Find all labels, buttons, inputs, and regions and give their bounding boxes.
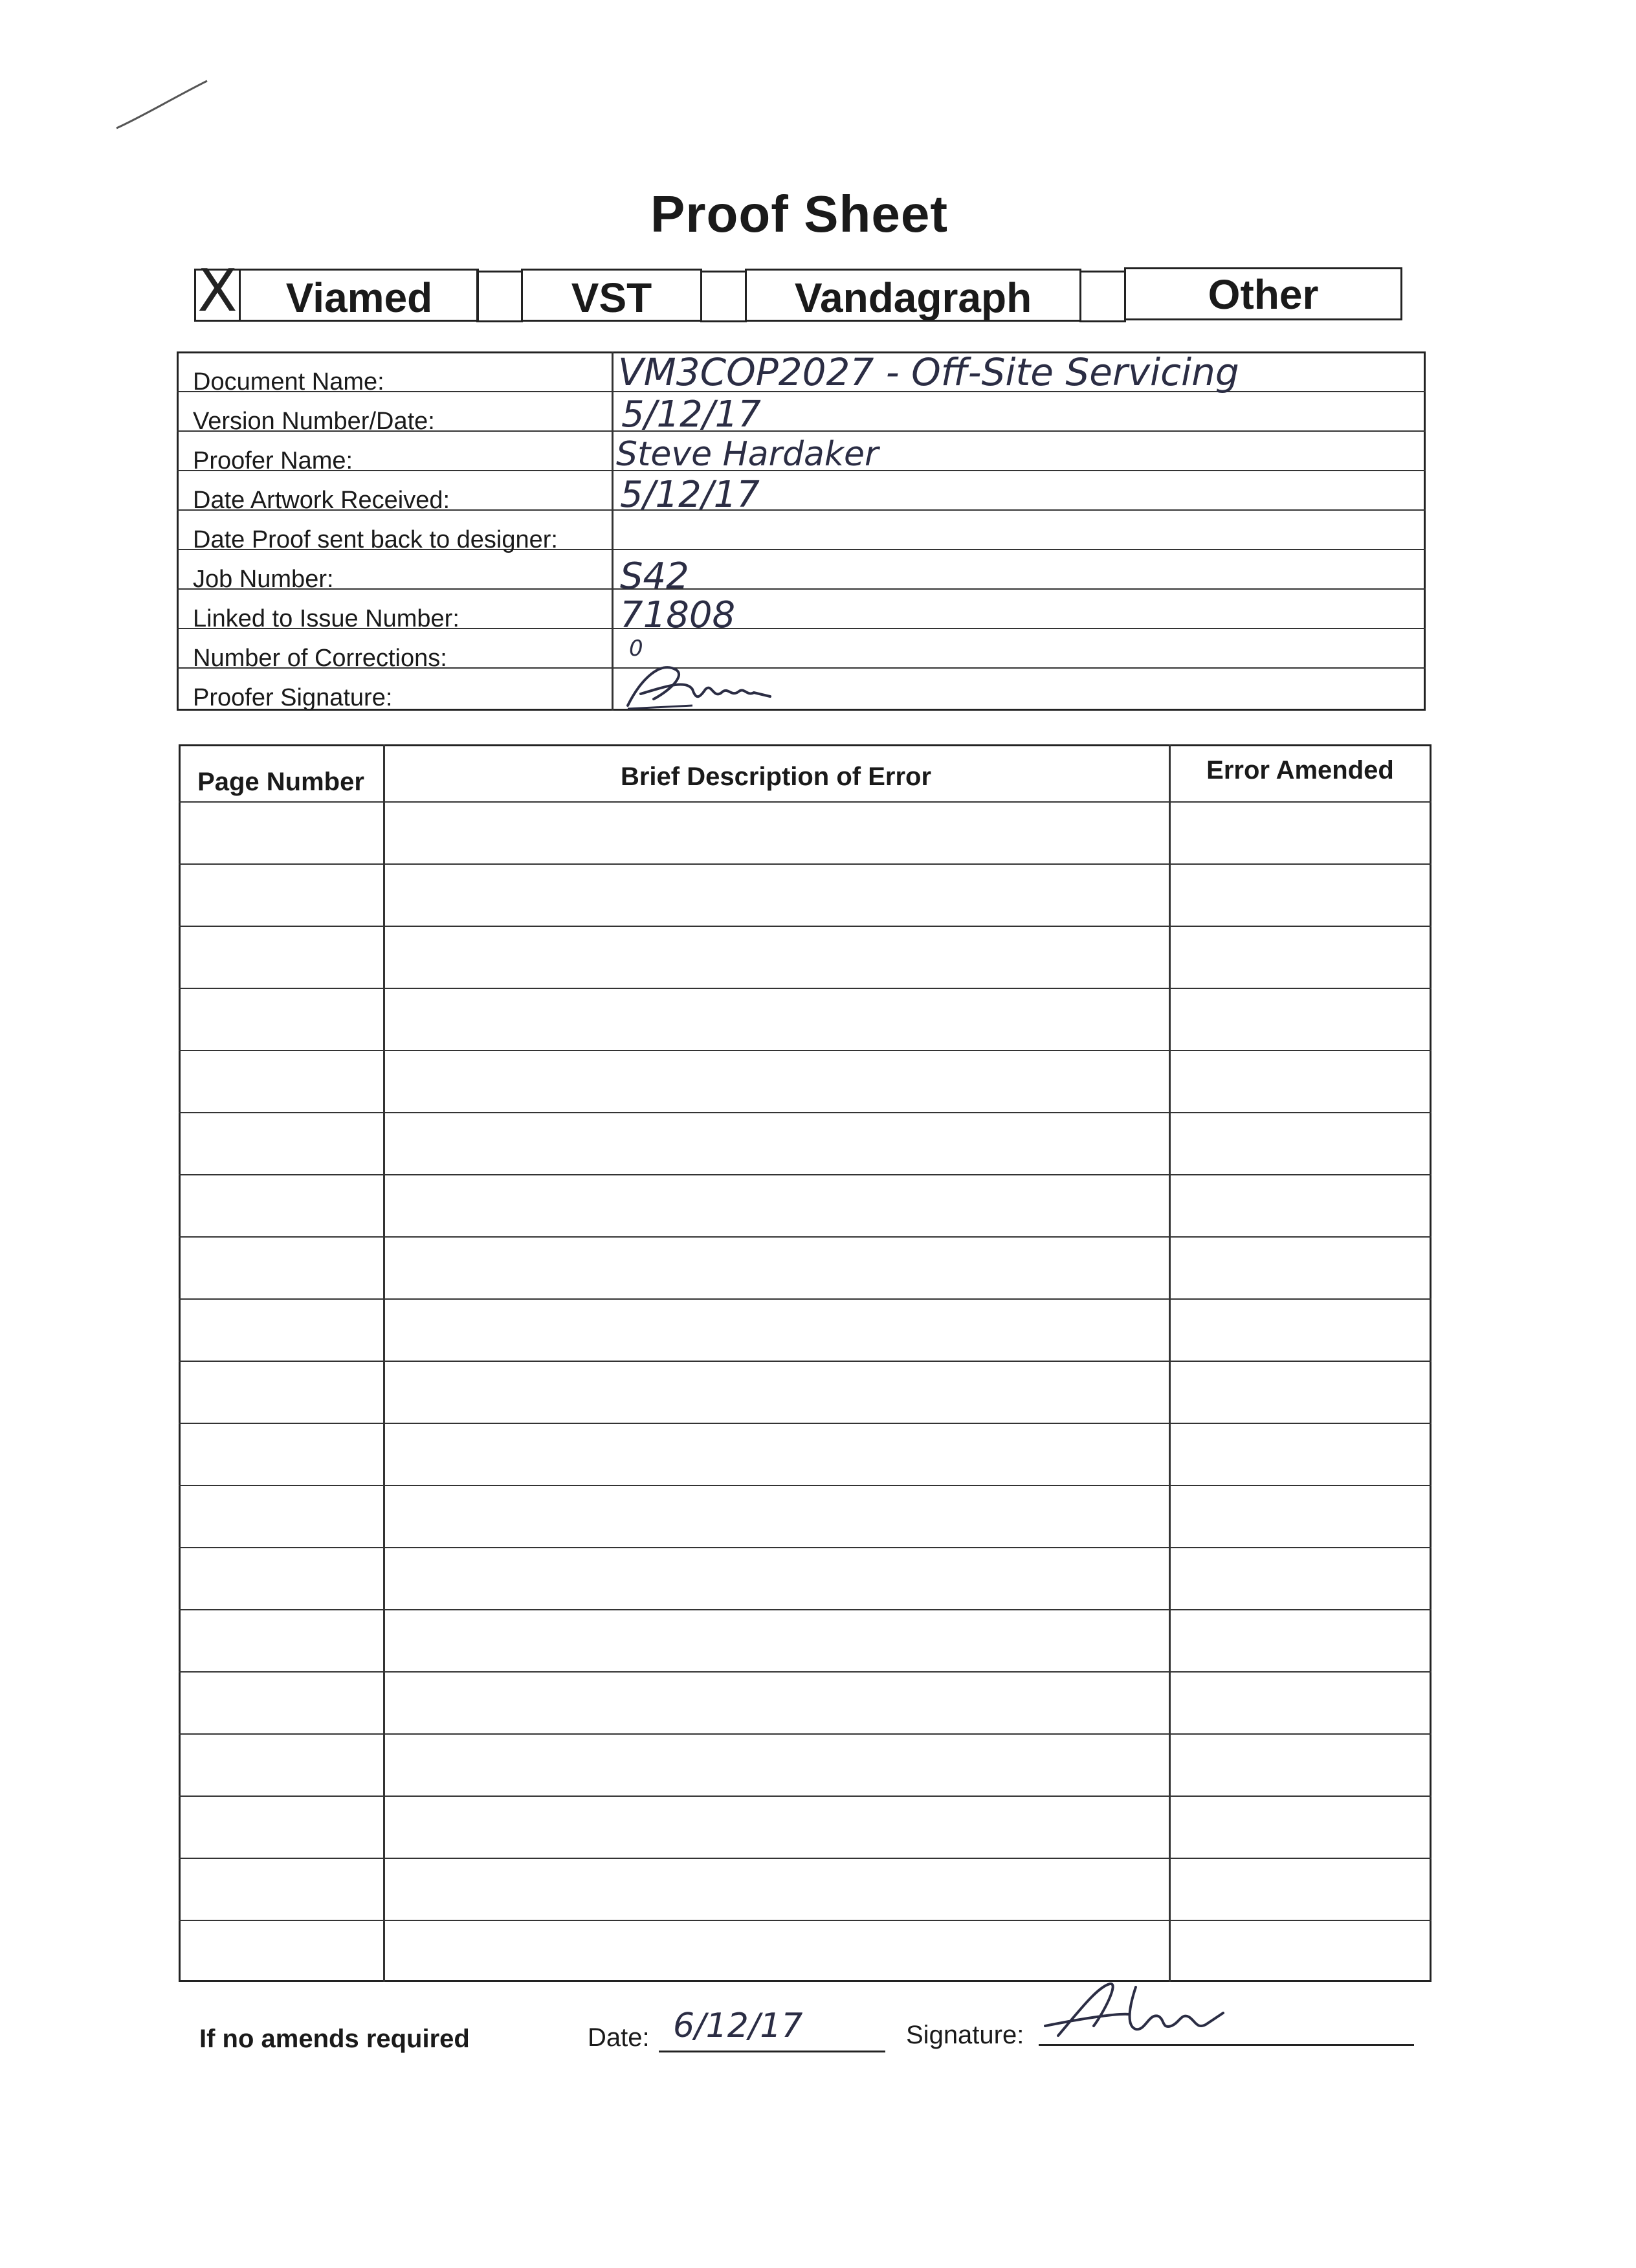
- footer-signature-scribble: [1039, 1974, 1252, 2052]
- linked-issue-number-label: Linked to Issue Number:: [193, 605, 459, 632]
- page-number-cell[interactable]: [185, 808, 377, 857]
- log-row-divider: [179, 1361, 1432, 1362]
- error-amended-cell[interactable]: [1175, 1367, 1425, 1416]
- brief-description-header: Brief Description of Error: [620, 762, 932, 791]
- date-artwork-received-field[interactable]: 5/12/17: [620, 474, 760, 516]
- page-number-cell[interactable]: [185, 1740, 377, 1789]
- log-row-divider: [179, 1174, 1432, 1175]
- page-number-cell[interactable]: [185, 1367, 377, 1416]
- error-amended-cell[interactable]: [1175, 1429, 1425, 1478]
- date-artwork-received-label: Date Artwork Received:: [193, 487, 450, 514]
- job-number-label: Job Number:: [193, 566, 334, 593]
- page-number-cell[interactable]: [185, 994, 377, 1043]
- log-row-divider: [179, 1671, 1432, 1673]
- page-title: Proof Sheet: [650, 185, 948, 243]
- log-row-divider: [179, 1050, 1432, 1051]
- error-amended-cell[interactable]: [1175, 1678, 1425, 1727]
- error-amended-cell[interactable]: [1175, 1864, 1425, 1913]
- description-cell[interactable]: [390, 1553, 1162, 1603]
- page-number-cell[interactable]: [185, 1553, 377, 1603]
- page-number-cell[interactable]: [185, 1864, 377, 1913]
- version-number-date-field[interactable]: 5/12/17: [621, 394, 761, 436]
- description-cell[interactable]: [390, 1429, 1162, 1478]
- footer-date-field[interactable]: 6/12/17: [673, 2007, 803, 2045]
- log-row-divider: [179, 801, 1432, 803]
- document-name-label: Document Name:: [193, 368, 384, 395]
- description-cell[interactable]: [390, 870, 1162, 919]
- description-cell[interactable]: [390, 1367, 1162, 1416]
- proofer-name-label: Proofer Name:: [193, 447, 353, 474]
- page-number-header: Page Number: [197, 768, 364, 796]
- error-amended-cell[interactable]: [1175, 808, 1425, 857]
- description-cell[interactable]: [390, 932, 1162, 981]
- error-amended-cell[interactable]: [1175, 1056, 1425, 1106]
- proofer-name-field[interactable]: Steve Hardaker: [616, 435, 879, 474]
- log-row-divider: [179, 1298, 1432, 1300]
- description-cell[interactable]: [390, 1802, 1162, 1851]
- log-row-divider: [179, 1485, 1432, 1486]
- error-amended-cell[interactable]: [1175, 994, 1425, 1043]
- no-amends-label: If no amends required: [199, 2025, 470, 2053]
- page-number-cell[interactable]: [185, 1926, 377, 1975]
- error-amended-cell[interactable]: [1175, 1616, 1425, 1665]
- log-row-divider: [179, 1796, 1432, 1797]
- info-row-divider: [177, 588, 1426, 590]
- log-row-divider: [179, 1858, 1432, 1859]
- description-cell[interactable]: [390, 1243, 1162, 1292]
- document-name-field[interactable]: VM3COP2027 - Off-Site Servicing: [618, 350, 1239, 394]
- error-amended-cell[interactable]: [1175, 870, 1425, 919]
- footer-date-label: Date:: [588, 2023, 650, 2052]
- brand-vst-label: VST: [571, 274, 652, 321]
- page-number-cell[interactable]: [185, 1181, 377, 1230]
- description-cell[interactable]: [390, 808, 1162, 857]
- number-of-corrections-label: Number of Corrections:: [193, 645, 447, 672]
- brand-vandagraph-label: Vandagraph: [794, 274, 1032, 321]
- page-number-cell[interactable]: [185, 932, 377, 981]
- error-amended-cell[interactable]: [1175, 1491, 1425, 1540]
- page-number-cell[interactable]: [185, 1243, 377, 1292]
- page-number-cell[interactable]: [185, 1118, 377, 1168]
- error-amended-cell[interactable]: [1175, 932, 1425, 981]
- proofer-signature-scribble: [615, 654, 796, 718]
- description-cell[interactable]: [390, 1926, 1162, 1975]
- error-amended-cell[interactable]: [1175, 1181, 1425, 1230]
- description-cell[interactable]: [390, 1181, 1162, 1230]
- description-cell[interactable]: [390, 1056, 1162, 1106]
- brand-vst-checkbox[interactable]: [476, 271, 523, 322]
- brand-vandagraph-checkbox[interactable]: [700, 271, 747, 322]
- error-amended-cell[interactable]: [1175, 1553, 1425, 1603]
- page-number-cell[interactable]: [185, 1056, 377, 1106]
- error-amended-header: Error Amended: [1206, 756, 1394, 784]
- log-row-divider: [179, 863, 1432, 865]
- error-amended-cell[interactable]: [1175, 1118, 1425, 1168]
- brand-viamed-label: Viamed: [285, 274, 433, 321]
- brand-other-checkbox[interactable]: [1079, 271, 1126, 322]
- log-row-divider: [179, 926, 1432, 927]
- job-number-field[interactable]: S42: [620, 555, 689, 597]
- proofer-signature-label: Proofer Signature:: [193, 684, 393, 711]
- linked-issue-number-field[interactable]: 71808: [620, 594, 736, 636]
- brand-check-mark: X: [197, 257, 238, 325]
- description-cell[interactable]: [390, 1491, 1162, 1540]
- log-row-divider: [179, 988, 1432, 989]
- page-number-cell[interactable]: [185, 1305, 377, 1354]
- footer-date-line: [659, 2051, 885, 2052]
- error-amended-cell[interactable]: [1175, 1802, 1425, 1851]
- log-row-divider: [179, 1236, 1432, 1238]
- page-number-cell[interactable]: [185, 1616, 377, 1665]
- description-cell[interactable]: [390, 1740, 1162, 1789]
- page-number-cell[interactable]: [185, 1678, 377, 1727]
- description-cell[interactable]: [390, 1118, 1162, 1168]
- info-column-divider: [612, 351, 614, 711]
- log-row-divider: [179, 1920, 1432, 1921]
- page-number-cell[interactable]: [185, 1491, 377, 1540]
- log-row-divider: [179, 1609, 1432, 1610]
- description-cell[interactable]: [390, 994, 1162, 1043]
- version-number-date-label: Version Number/Date:: [193, 408, 435, 435]
- error-amended-cell[interactable]: [1175, 1243, 1425, 1292]
- error-amended-cell[interactable]: [1175, 1305, 1425, 1354]
- log-row-divider: [179, 1733, 1432, 1735]
- description-cell[interactable]: [390, 1678, 1162, 1727]
- date-proof-sent-label: Date Proof sent back to designer:: [193, 526, 558, 553]
- error-amended-cell[interactable]: [1175, 1740, 1425, 1789]
- description-cell[interactable]: [390, 1864, 1162, 1913]
- error-amended-cell[interactable]: [1175, 1926, 1425, 1975]
- page-number-cell[interactable]: [185, 1429, 377, 1478]
- pen-mark: [110, 71, 214, 136]
- log-row-divider: [179, 1423, 1432, 1424]
- number-of-corrections-field[interactable]: 0: [629, 636, 643, 662]
- description-cell[interactable]: [390, 1616, 1162, 1665]
- page-number-cell[interactable]: [185, 1802, 377, 1851]
- log-row-divider: [179, 1547, 1432, 1548]
- description-cell[interactable]: [390, 1305, 1162, 1354]
- footer-signature-label: Signature:: [906, 2021, 1024, 2049]
- page-number-cell[interactable]: [185, 870, 377, 919]
- log-row-divider: [179, 1112, 1432, 1113]
- brand-other-label: Other: [1208, 271, 1319, 318]
